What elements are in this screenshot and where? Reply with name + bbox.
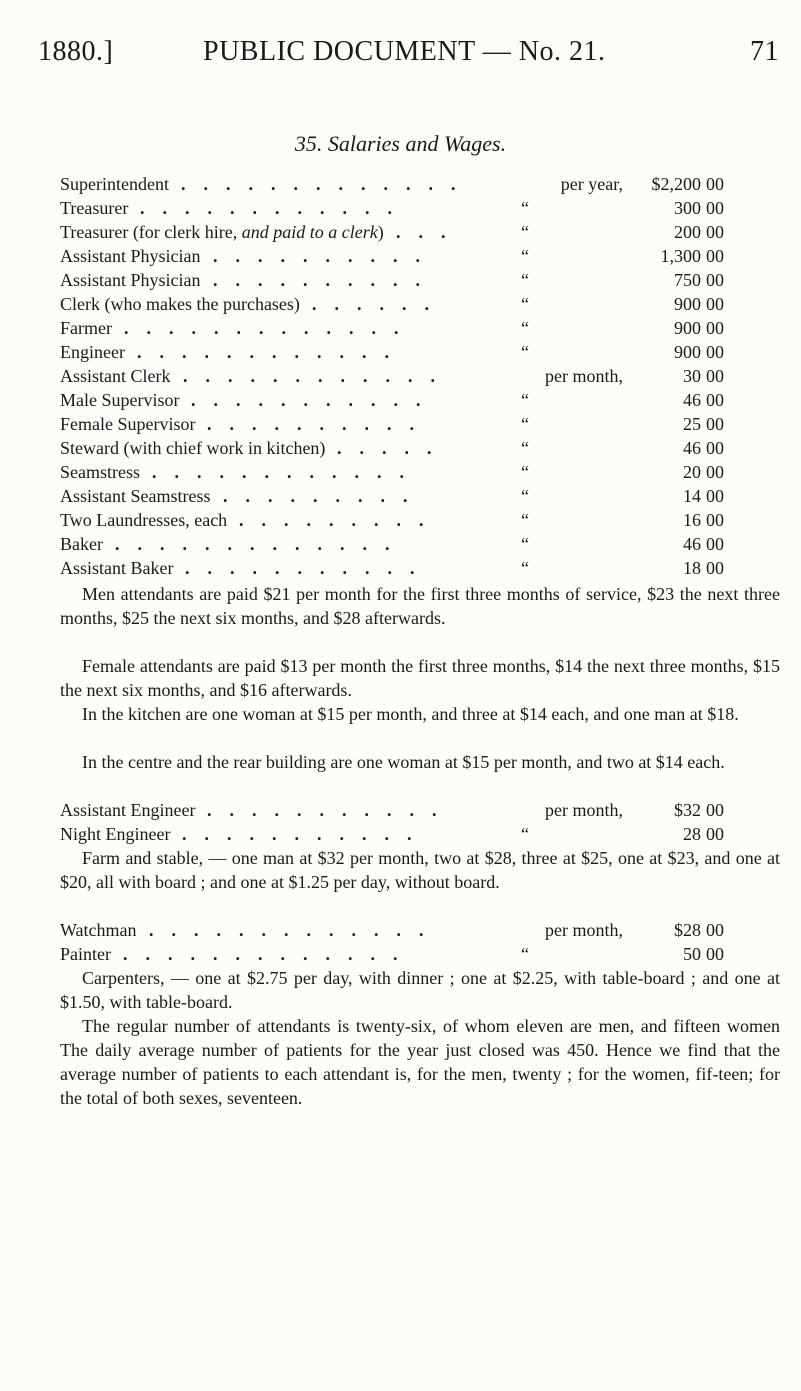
table-row bbox=[60, 388, 780, 412]
leader-dots: ............ bbox=[152, 462, 422, 482]
leader-dots: ............. bbox=[181, 174, 474, 194]
rate-unit: per month, bbox=[545, 920, 623, 940]
leader-dots: ........... bbox=[191, 390, 439, 410]
row-label: Assistant Engineer bbox=[60, 800, 196, 820]
table-row bbox=[60, 822, 780, 846]
row-label: Superintendent bbox=[60, 174, 169, 194]
amount-cents: 00 bbox=[706, 824, 724, 844]
table-row bbox=[60, 532, 780, 556]
paragraph-men-attendants: Men attendants are paid $21 per month for the first three months of service, $23 the next three months, $25 the next six months, and $28 afterwards. bbox=[60, 584, 780, 628]
ditto-mark: “ bbox=[521, 944, 529, 964]
row-label: Assistant Physician bbox=[60, 270, 201, 290]
table-row bbox=[60, 798, 780, 822]
row-label: Assistant Baker bbox=[60, 558, 174, 578]
leader-dots: ..... bbox=[337, 438, 450, 458]
ditto-mark: “ bbox=[521, 198, 529, 218]
amount-dollars: 25 bbox=[683, 414, 701, 434]
amount-cents: 00 bbox=[706, 390, 724, 410]
amount-dollars: 300 bbox=[674, 198, 701, 218]
table-row bbox=[60, 484, 780, 508]
row-label: Assistant Clerk bbox=[60, 366, 171, 386]
row-label: Assistant Seamstress bbox=[60, 486, 211, 506]
table-row bbox=[60, 244, 780, 268]
amount-cents: 00 bbox=[706, 414, 724, 434]
paragraph-farm: Farm and stable, — one man at $32 per month, two at $28, three at $25, one at $23, and one at $20, all with board ; and one at $1.25 per day, without board. bbox=[60, 848, 780, 892]
amount-cents: 00 bbox=[706, 342, 724, 362]
amount-cents: 00 bbox=[706, 246, 724, 266]
amount-dollars: 50 bbox=[683, 944, 701, 964]
page-number: 71 bbox=[750, 36, 779, 67]
row-label: Farmer bbox=[60, 318, 112, 338]
amount-cents: 00 bbox=[706, 174, 724, 194]
ditto-mark: “ bbox=[521, 824, 529, 844]
header-year: 1880.] bbox=[38, 36, 114, 67]
amount-cents: 00 bbox=[706, 510, 724, 530]
leader-dots: ............ bbox=[140, 198, 410, 218]
amount-dollars: 14 bbox=[683, 486, 701, 506]
table-row bbox=[60, 556, 780, 580]
leader-dots: ............. bbox=[115, 534, 408, 554]
leader-dots: ............. bbox=[149, 920, 442, 940]
leader-dots: .......... bbox=[207, 414, 432, 434]
leader-dots: ........... bbox=[185, 558, 433, 578]
amount-dollars: 200 bbox=[674, 222, 701, 242]
amount-cents: 00 bbox=[706, 318, 724, 338]
table-row bbox=[60, 918, 780, 942]
amount-dollars: $32 bbox=[674, 800, 701, 820]
ditto-mark: “ bbox=[521, 414, 529, 434]
ditto-mark: “ bbox=[521, 270, 529, 290]
header-title: PUBLIC DOCUMENT — No. 21. bbox=[203, 36, 606, 67]
ditto-mark: “ bbox=[521, 294, 529, 314]
leader-dots: ............ bbox=[137, 342, 407, 362]
amount-cents: 00 bbox=[706, 462, 724, 482]
table-row bbox=[60, 460, 780, 484]
row-label: Baker bbox=[60, 534, 103, 554]
leader-dots: ... bbox=[396, 222, 464, 242]
leader-dots: .......... bbox=[213, 246, 438, 266]
amount-dollars: 900 bbox=[674, 342, 701, 362]
amount-cents: 00 bbox=[706, 558, 724, 578]
row-label: Painter bbox=[60, 944, 111, 964]
amount-dollars: 750 bbox=[674, 270, 701, 290]
row-label: Night Engineer bbox=[60, 824, 171, 844]
amount-cents: 00 bbox=[706, 366, 724, 386]
row-label: Female Supervisor bbox=[60, 414, 196, 434]
leader-dots: ............ bbox=[183, 366, 453, 386]
table-row bbox=[60, 340, 780, 364]
amount-cents: 00 bbox=[706, 534, 724, 554]
table-row bbox=[60, 292, 780, 316]
ditto-mark: “ bbox=[521, 318, 529, 338]
ditto-mark: “ bbox=[521, 342, 529, 362]
amount-dollars: $2,200 bbox=[651, 174, 701, 194]
amount-cents: 00 bbox=[706, 920, 724, 940]
leader-dots: ........... bbox=[207, 800, 455, 820]
ditto-mark: “ bbox=[521, 390, 529, 410]
leader-dots: .......... bbox=[213, 270, 438, 290]
rate-unit: per month, bbox=[545, 800, 623, 820]
table-row bbox=[60, 220, 780, 244]
amount-dollars: 46 bbox=[683, 534, 701, 554]
paragraph-kitchen: In the kitchen are one woman at $15 per month, and three at $14 each, and one man at $18. bbox=[82, 704, 739, 724]
row-label: Watchman bbox=[60, 920, 137, 940]
ditto-mark: “ bbox=[521, 486, 529, 506]
leader-dots: ............. bbox=[123, 944, 416, 964]
ditto-mark: “ bbox=[521, 222, 529, 242]
table-row bbox=[60, 268, 780, 292]
table-row bbox=[60, 436, 780, 460]
rate-unit: per year, bbox=[560, 174, 623, 194]
row-label: Male Supervisor bbox=[60, 390, 180, 410]
table-row bbox=[60, 196, 780, 220]
row-label: Steward (with chief work in kitchen) bbox=[60, 438, 326, 458]
amount-dollars: 30 bbox=[683, 366, 701, 386]
amount-cents: 00 bbox=[706, 294, 724, 314]
table-row bbox=[60, 412, 780, 436]
ditto-mark: “ bbox=[521, 534, 529, 554]
amount-cents: 00 bbox=[706, 800, 724, 820]
leader-dots: ........... bbox=[182, 824, 430, 844]
amount-dollars: 1,300 bbox=[660, 246, 701, 266]
amount-dollars: $28 bbox=[674, 920, 701, 940]
section-heading: Salaries and Wages. bbox=[327, 131, 507, 156]
engineer-table bbox=[60, 798, 780, 846]
ditto-mark: “ bbox=[521, 510, 529, 530]
other-staff-table bbox=[60, 918, 780, 966]
table-row bbox=[60, 508, 780, 532]
amount-cents: 00 bbox=[706, 486, 724, 506]
amount-dollars: 20 bbox=[683, 462, 701, 482]
amount-cents: 00 bbox=[706, 198, 724, 218]
row-label: Assistant Physician bbox=[60, 246, 201, 266]
salary-table bbox=[60, 172, 780, 580]
row-label-italic: and paid to a clerk bbox=[241, 222, 378, 242]
row-label-text: ) bbox=[377, 222, 384, 242]
row-label: Clerk (who makes the purchases) bbox=[60, 294, 300, 314]
row-label: Two Laundresses, each bbox=[60, 510, 228, 530]
row-label: Seamstress bbox=[60, 462, 140, 482]
leader-dots: ......... bbox=[223, 486, 426, 506]
paragraph-carpenters: Carpenters, — one at $2.75 per day, with dinner ; one at $2.25, with table-board ; and one at $1.50, with table-board. bbox=[60, 968, 780, 1012]
amount-dollars: 46 bbox=[683, 390, 701, 410]
ditto-mark: “ bbox=[521, 246, 529, 266]
leader-dots: ...... bbox=[312, 294, 447, 314]
table-row bbox=[60, 172, 780, 196]
amount-dollars: 28 bbox=[683, 824, 701, 844]
row-label bbox=[60, 220, 384, 244]
row-label: Engineer bbox=[60, 342, 125, 362]
section-title bbox=[0, 131, 801, 157]
amount-dollars: 46 bbox=[683, 438, 701, 458]
section-number: 35. bbox=[294, 131, 323, 156]
amount-cents: 00 bbox=[706, 222, 724, 242]
row-label-text: Treasurer (for clerk hire, bbox=[60, 222, 242, 242]
amount-dollars: 16 bbox=[683, 510, 701, 530]
leader-dots: ......... bbox=[239, 510, 442, 530]
table-row bbox=[60, 316, 780, 340]
running-head bbox=[38, 36, 779, 76]
leader-dots: ............. bbox=[124, 318, 417, 338]
paragraph-regular-attendants: The regular number of attendants is twenty-six, of whom eleven are men, and fifteen women The daily average number of patients for the year just closed was 450. Hence we find that the average number of patients to each attendant is, for the men, twenty ; for the women, fif-teen; for the total of both sexes, seventeen. bbox=[60, 1016, 780, 1108]
amount-cents: 00 bbox=[706, 944, 724, 964]
paragraph-female-attendants: Female attendants are paid $13 per month the first three months, $14 the next three months, $15 the next six months, and $16 afterwards. bbox=[60, 656, 780, 700]
rate-unit: per month, bbox=[545, 366, 623, 386]
ditto-mark: “ bbox=[521, 462, 529, 482]
amount-dollars: 900 bbox=[674, 294, 701, 314]
row-label: Treasurer bbox=[60, 198, 129, 218]
amount-dollars: 900 bbox=[674, 318, 701, 338]
ditto-mark: “ bbox=[521, 558, 529, 578]
amount-cents: 00 bbox=[706, 438, 724, 458]
table-row bbox=[60, 942, 780, 966]
table-row bbox=[60, 364, 780, 388]
paragraph-centre: In the centre and the rear building are one woman at $15 per month, and two at $14 each. bbox=[82, 752, 725, 772]
amount-cents: 00 bbox=[706, 270, 724, 290]
amount-dollars: 18 bbox=[683, 558, 701, 578]
ditto-mark: “ bbox=[521, 438, 529, 458]
